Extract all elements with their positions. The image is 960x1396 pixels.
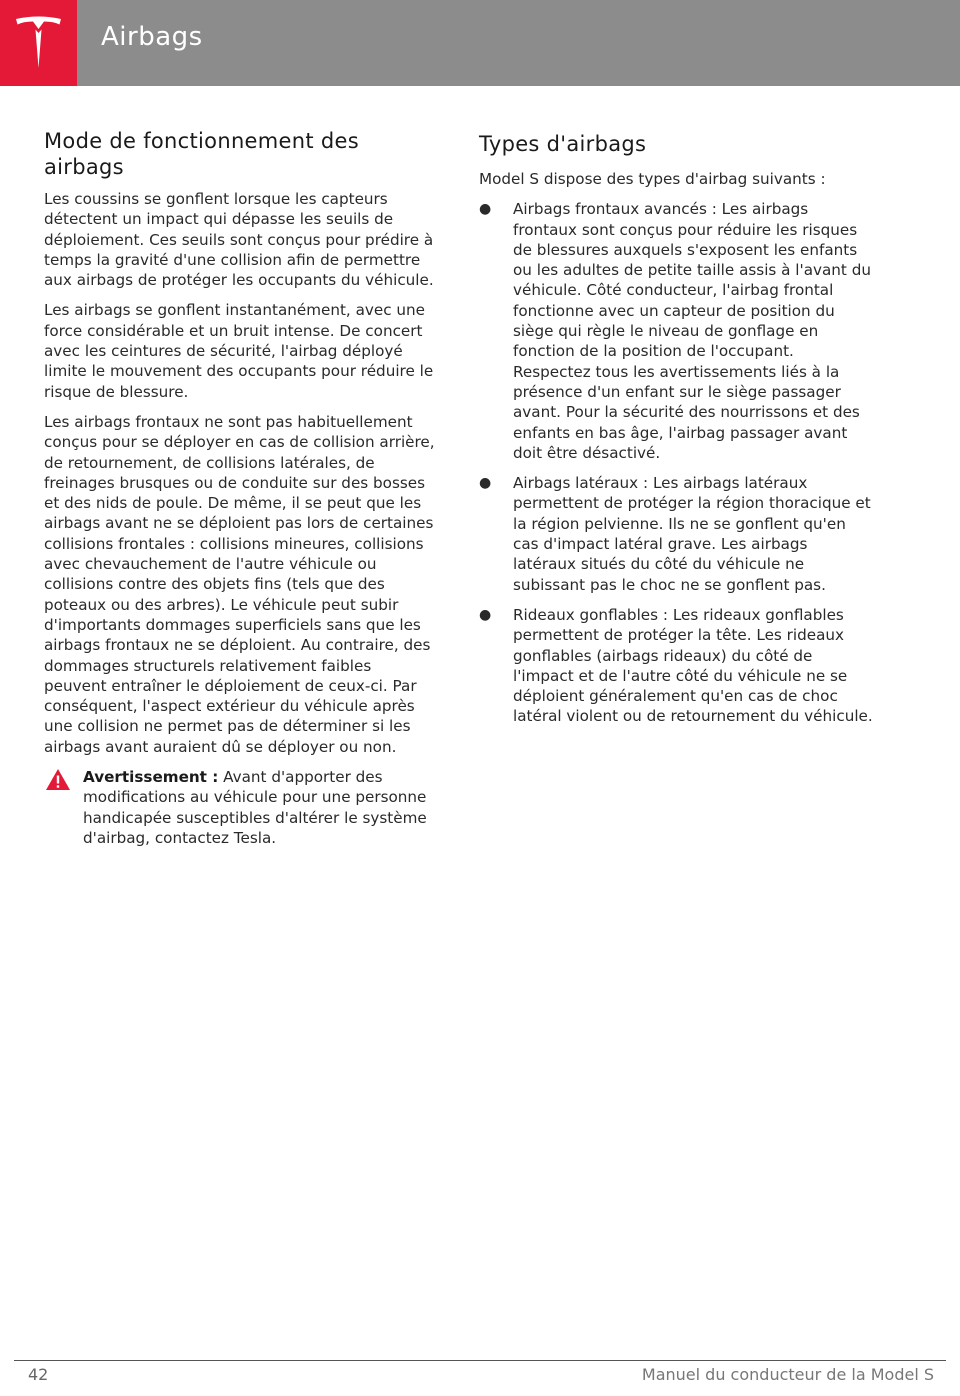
paragraph: Les airbags se gonflent instantanément, avec une force considérable et un bruit intense. De concert avec les ceintures de sécurité, l'airbag déployé limite le mouvement des occupants pour réduire le risque de blessure. xyxy=(44,301,434,401)
paragraph: Les coussins se gonflent lorsque les capteurs détectent un impact qui dépasse les seuils de déploiement. Ces seuils sont conçus pour prédire à temps la gravité d'une collision afin de permettre aux airbags de protéger les occupants du véhicule. xyxy=(44,190,434,290)
warning-text: Avant d'apporter des modifications au véhicule pour une personne handicapée susceptibles d'altérer le système d'airbag, contactez Tesla. xyxy=(83,768,427,847)
tesla-logo-icon xyxy=(14,15,63,69)
bullet-icon: ● xyxy=(479,475,492,492)
section-heading-operation: Mode de fonctionnement des airbags xyxy=(44,129,359,179)
paragraph: Les airbags frontaux ne sont pas habituellement conçus pour se déployer en cas de collision arrière, de retournement, de collisions latérales, de freinages brusques ou de conduite sur des bosses et des nids de poule. De même, il se peut que les airbags avant ne se déploient pas lors de certaines collisions frontales : collisions mineures, collisions avec chevauchement de l'autre véhicule ou collisions contre des objets fins (tels que des poteaux ou des arbres). Le véhicule peut subir d'importants dommages superficiels sans que les airbags frontaux ne se déploient. Au contraire, des dommages structurels relativement faibles peuvent entraîner le déploiement de ceux-ci. Par conséquent, l'aspect extérieur du véhicule après une collision ne permet pas de déterminer si les airbags avant auraient dû se déployer ou non. xyxy=(44,412,435,756)
list-item xyxy=(479,605,873,727)
warning-box xyxy=(44,767,436,848)
bullet-icon: ● xyxy=(479,201,492,218)
section-heading-types: Types d'airbags xyxy=(479,132,647,156)
page-header xyxy=(0,0,960,86)
list-item-text: Airbags latéraux : Les airbags latéraux permettent de protéger la région thoracique et la région pelvienne. Ils ne se gonflent qu'en cas d'impact latéral grave. Les airbags latéraux situés du côté du véhicule ne subissant pas le choc ne se gonflent pas. xyxy=(513,474,871,594)
list-item xyxy=(479,473,873,595)
bullet-icon: ● xyxy=(479,606,492,623)
warning-label: Avertissement : xyxy=(83,768,219,787)
intro-text: Model S dispose des types d'airbag suivants : xyxy=(479,170,826,188)
page-number: 42 xyxy=(28,1365,49,1384)
left-column xyxy=(44,128,436,848)
right-column xyxy=(479,128,873,737)
footer-divider xyxy=(14,1360,946,1361)
logo-box xyxy=(0,0,77,86)
list-item-text: Rideaux gonflables : Les rideaux gonflables permettent de protéger la tête. Les rideaux gonflables (airbags rideaux) du côté de l'impact et de l'autre côté du véhicule ne se déploient généralement qu'en cas de choc latéral violent ou de retournement du véhicule. xyxy=(513,605,873,726)
manual-title: Manuel du conducteur de la Model S xyxy=(641,1365,934,1384)
list-item xyxy=(479,199,873,463)
airbag-types-list xyxy=(479,199,873,726)
list-item-text: Airbags frontaux avancés : Les airbags frontaux sont conçus pour réduire les risques de blessures auxquels s'exposent les enfants ou les adultes de petite taille assis à l'avant du véhicule. Côté conducteur, l'airbag frontal fonctionne avec un capteur de position du siège qui règle le niveau de gonflage en fonction de la position de l'occupant. Respectez tous les avertissements liés à la présence d'un enfant sur le siège passager avant. Pour la sécurité des nourrissons et des enfants en bas âge, l'airbag passager avant doit être désactivé. xyxy=(513,200,871,462)
page-title: Airbags xyxy=(101,22,203,52)
warning-triangle-icon xyxy=(45,768,71,791)
